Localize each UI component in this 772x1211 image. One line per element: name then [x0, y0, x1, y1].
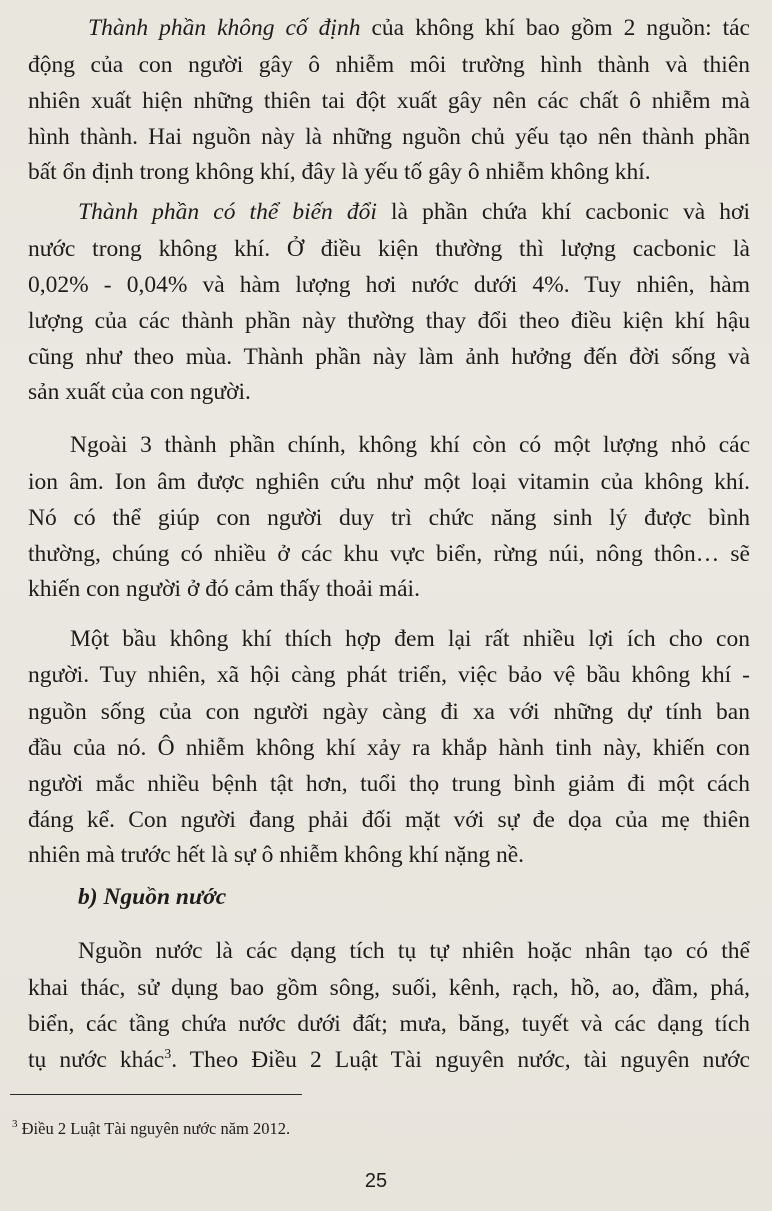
p1-line-3: nhiên xuất hiện những thiên tai đột xuất gây nên các chất ô nhiễm mà	[28, 88, 750, 114]
p1-line-4: hình thành. Hai nguồn này là những nguồn chủ yếu tạo nên thành phần	[28, 124, 750, 150]
footnote-divider	[10, 1094, 302, 1095]
p3-line-1: Ngoài 3 thành phần chính, không khí còn có một lượng nhỏ các	[70, 432, 750, 458]
p2-line-5: cũng như theo mùa. Thành phần này làm ảnh hưởng đến đời sống và	[28, 344, 750, 370]
p3-line-4: thường, chúng có nhiều ở các khu vực biển, rừng núi, nông thôn… sẽ	[28, 541, 750, 567]
p2-line-4: lượng của các thành phần này thường thay đổi theo điều kiện khí hậu	[28, 308, 750, 334]
p5-line-3: biển, các tầng chứa nước dưới đất; mưa, băng, tuyết và các dạng tích	[28, 1011, 750, 1037]
footnote-reference: 3	[164, 1047, 172, 1062]
footnote-marker: 3	[12, 1118, 18, 1130]
p4-line-6: đáng kể. Con người đang phải đối mặt với sự đe dọa của mẹ thiên	[28, 807, 750, 833]
p1-line-5: bất ổn định trong không khí, đây là yếu tố gây ô nhiễm không khí.	[28, 159, 651, 185]
p2-italic-term: Thành phần có thể biến đổi	[78, 199, 377, 225]
p5-line-4-before: tụ nước khác	[28, 1047, 165, 1073]
footnote	[12, 1118, 290, 1140]
p1-italic-term: Thành phần không cố định	[88, 15, 361, 41]
p4-line-2: người. Tuy nhiên, xã hội càng phát triển, việc bảo vệ bầu không khí -	[28, 662, 750, 688]
p5-line-1: Nguồn nước là các dạng tích tụ tự nhiên hoặc nhân tạo có thể	[78, 938, 750, 964]
p1-line-2: động của con người gây ô nhiễm môi trường hình thành và thiên	[28, 52, 750, 78]
footnote-text: Điều 2 Luật Tài nguyên nước năm 2012.	[17, 1119, 291, 1138]
p2-line-1-text: là phần chứa khí cacbonic và hơi	[376, 199, 751, 225]
p4-line-3: nguồn sống của con người ngày càng đi xa với những dự tính ban	[28, 699, 750, 725]
section-heading: b) Nguồn nước	[78, 884, 227, 910]
p4-line-1: Một bầu không khí thích hợp đem lại rất nhiều lợi ích cho con	[70, 626, 750, 652]
p5-line-2: khai thác, sử dụng bao gồm sông, suối, kênh, rạch, hồ, ao, đầm, phá,	[28, 975, 750, 1001]
p1-line-1	[88, 13, 750, 43]
p3-line-2: ion âm. Ion âm được nghiên cứu như một loại vitamin của không khí.	[28, 469, 750, 495]
p3-line-3: Nó có thể giúp con người duy trì chức năng sinh lý được bình	[28, 505, 750, 531]
p5-line-4	[28, 1045, 750, 1075]
p1-line-1-text: của không khí bao gồm 2 nguồn: tác	[360, 15, 750, 41]
p4-line-4: đầu của nó. Ô nhiễm không khí xảy ra khắp hành tinh này, khiến con	[28, 735, 750, 761]
page-number: 25	[364, 1170, 388, 1192]
p2-line-3: 0,02% - 0,04% và hàm lượng hơi nước dưới 4%. Tuy nhiên, hàm	[28, 272, 750, 298]
p5-line-4-after: . Theo Điều 2 Luật Tài nguyên nước, tài nguyên nước	[171, 1047, 750, 1073]
p2-line-6: sản xuất của con người.	[28, 379, 251, 405]
p2-line-2: nước trong không khí. Ở điều kiện thường thì lượng cacbonic là	[28, 236, 750, 262]
p4-line-7: nhiên mà trước hết là sự ô nhiễm không khí nặng nề.	[28, 842, 525, 868]
p3-line-5: khiến con người ở đó cảm thấy thoải mái.	[28, 576, 420, 602]
p2-line-1	[78, 197, 750, 227]
p4-line-5: người mắc nhiều bệnh tật hơn, tuổi thọ trung bình giảm đi một cách	[28, 771, 750, 797]
